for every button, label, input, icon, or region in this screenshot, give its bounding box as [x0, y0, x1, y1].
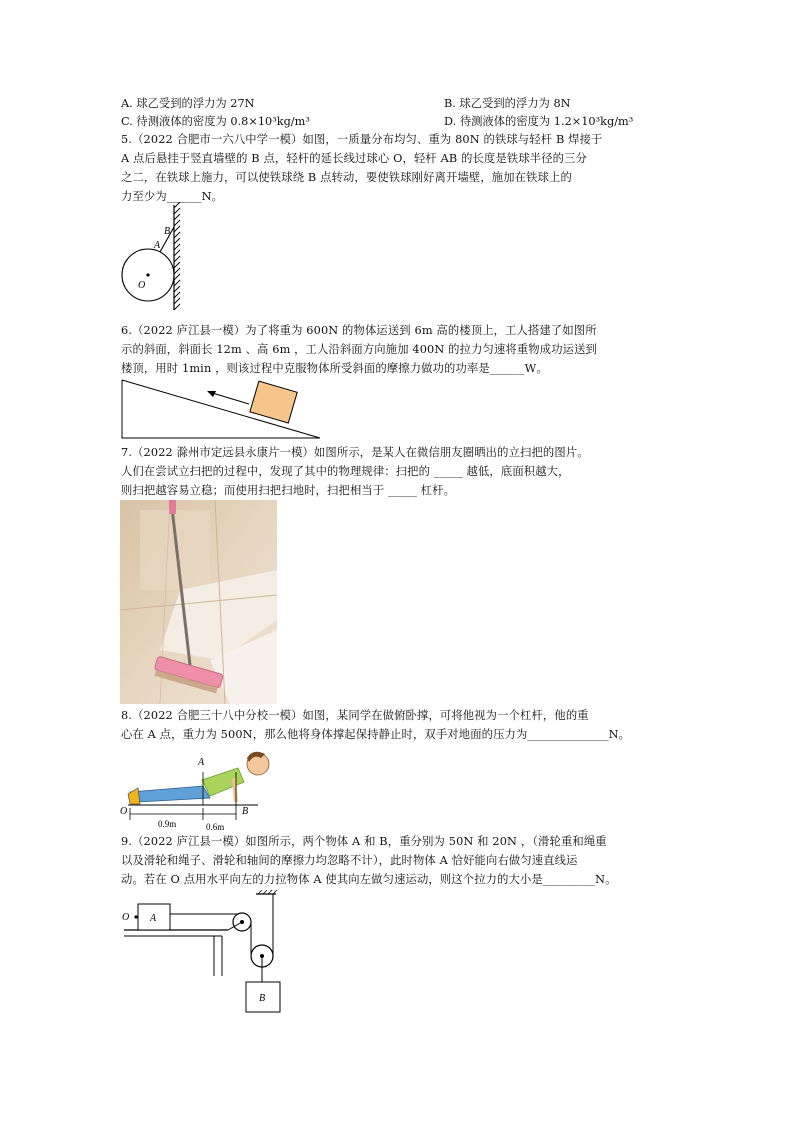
label-a: A — [198, 757, 205, 768]
label-o: O — [138, 280, 146, 291]
q9-line-1: 9.（2022 庐江县一模）如图所示，两个物体 A 和 B，重分别为 50N 和 20N ，（滑轮重和绳重 — [121, 835, 607, 848]
pushup-figure — [118, 742, 278, 832]
pull-arrow — [209, 392, 249, 404]
label-o: O — [120, 806, 128, 817]
shirt — [202, 768, 244, 796]
label-b: B — [242, 806, 249, 817]
q9-line-3: 动。若在 O 点用水平向左的力拉物体 A 使其向左做匀速运动，则这个拉力的大小是_________N。 — [121, 873, 617, 886]
q5-line-2: A 点后悬挂于竖直墙壁的 B 点，轻杆的延长线过球心 O，轻杆 AB 的长度是铁球半径的三分 — [121, 152, 588, 165]
q6-line-3: 楼顶，用时 1min ，则该过程中克服物体所受斜面的摩擦力做功的功率是______W。 — [121, 362, 548, 375]
q6-line-1: 6.（2022 庐江县一模）为了将重为 600N 的物体运送到 6m 高的楼顶上，工人搭建了如图所 — [121, 324, 597, 337]
q5-line-1: 5.（2022 合肥市一六八中学一模）如图，一质量分布均匀、重为 80N 的铁球与轻杆 B 焊接于 — [121, 133, 603, 146]
option-a: A. 球乙受到的浮力为 27N — [121, 97, 255, 110]
q9-line-2: 以及滑轮和绳子、滑轮和轴间的摩擦力均忽略不计），此时物体 A 恰好能向右做匀速直线运 — [121, 854, 578, 867]
label-o: O — [122, 912, 130, 923]
incline-figure — [121, 378, 321, 440]
option-d: D. 待测液体的密度为 1.2×10³kg/m³ — [444, 115, 634, 128]
label-b: B — [164, 226, 171, 237]
wall-hatching — [174, 202, 180, 310]
option-b: B. 球乙受到的浮力为 8N — [444, 97, 571, 110]
broom-photo — [120, 500, 277, 704]
option-c: C. 待测液体的密度为 0.8×10³kg/m³ — [121, 115, 310, 128]
crate — [250, 381, 297, 423]
q7-line-3: 则扫把越容易立稳；而使用扫把扫地时，扫把相当于 _____ 杠杆。 — [121, 484, 456, 497]
label-b: B — [259, 993, 266, 1004]
q8-line-1: 8.（2022 合肥三十八中分校一模）如图，某同学在做俯卧撑，可将他视为一个杠杆，他的重 — [121, 709, 589, 722]
distance-oa: 0.9m — [158, 819, 177, 829]
shoes — [128, 788, 140, 804]
q6-line-2: 示的斜面，斜面长 12m 、高 6m ，工人沿斜面方向施加 400N 的拉力匀速将重物成功运送到 — [121, 343, 597, 356]
ball-center-dot — [146, 273, 149, 276]
label-a: A — [154, 240, 161, 251]
point-o — [134, 915, 137, 918]
iron-ball-figure — [118, 200, 193, 315]
handle-grip — [169, 500, 176, 514]
q5-line-3: 之二，在铁球上施力，可以使铁球绕 B 点转动，要使铁球刚好离开墙壁，施加在铁球上的 — [121, 171, 572, 184]
q7-line-2: 人们在尝试立扫把的过程中，发现了其中的物理规律：扫把的 _____ 越低，底面积越大， — [121, 465, 570, 478]
pulley-figure — [118, 890, 298, 1020]
q5-line-4: 力至少为______N。 — [121, 190, 224, 203]
distance-ab: 0.6m — [206, 822, 225, 832]
q7-line-1: 7.（2022 滁州市定远县永康片一模）如图所示，是某人在微信朋友圈晒出的立扫把的图片。 — [121, 446, 589, 459]
label-a: A — [150, 913, 157, 924]
q8-line-2: 心在 A 点，重力为 500N，那么他将身体撑起保持静止时，双手对地面的压力为______________N。 — [121, 728, 631, 741]
legs — [130, 786, 210, 802]
